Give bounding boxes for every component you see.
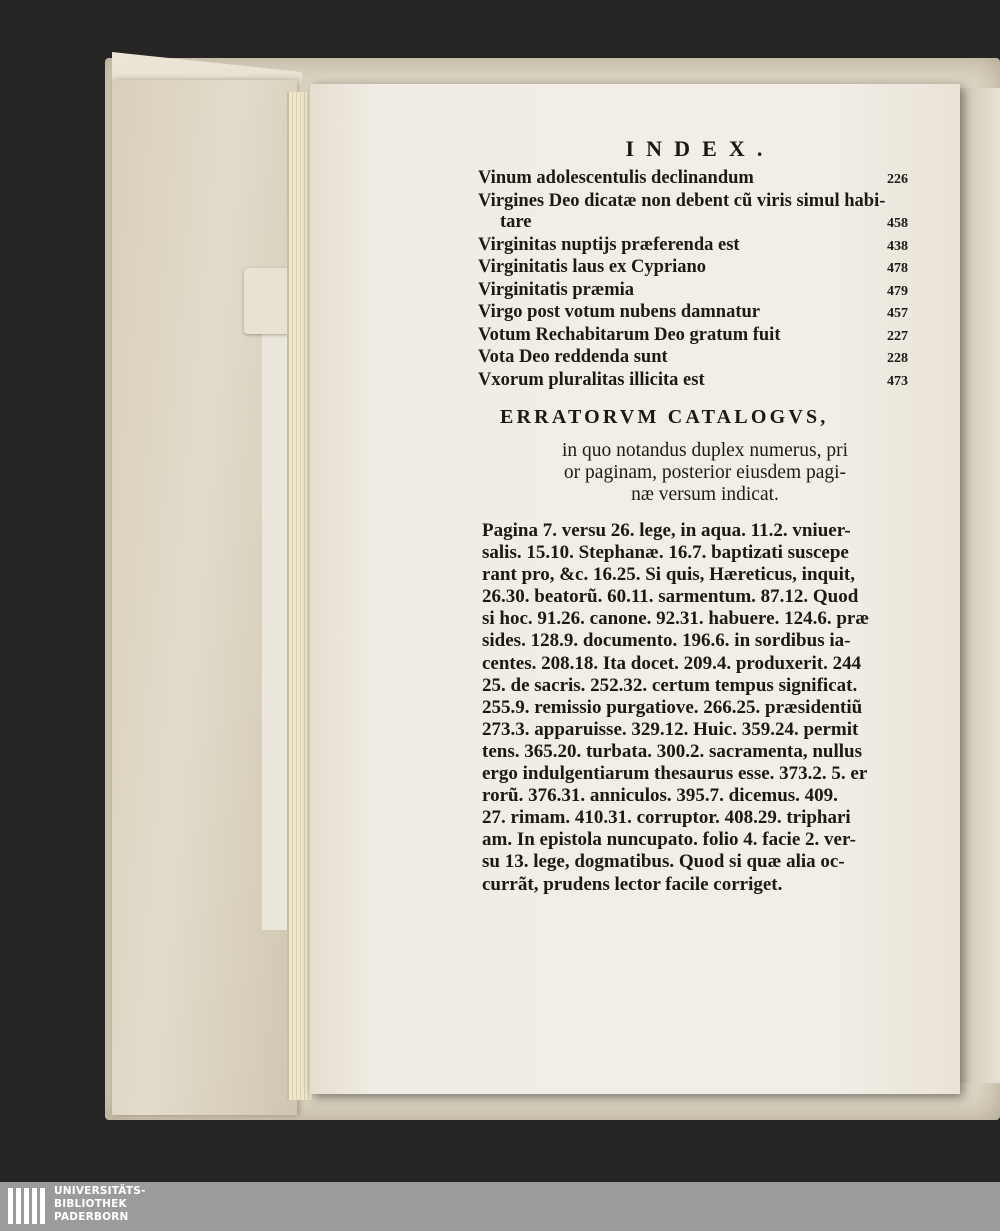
errata-line: centes. 208.18. Ita docet. 209.4. produxerit. 244 bbox=[482, 652, 862, 674]
library-name bbox=[54, 1185, 146, 1224]
guard-strip bbox=[262, 330, 288, 930]
index-list bbox=[478, 168, 908, 392]
subtitle-line: in quo notandus duplex numerus, pri bbox=[562, 440, 848, 461]
index-entry: Vinum adolescentulis declinandum 226 bbox=[478, 168, 908, 188]
errata-line: am. In epistola nuncupato. folio 4. facie 2. ver- bbox=[482, 829, 857, 851]
index-entry: Virgines Deo dicatæ non debent cũ viris simul habi- bbox=[478, 190, 886, 211]
errata-line: rorũ. 376.31. anniculos. 395.7. dicemus. 409. bbox=[482, 785, 838, 807]
subtitle-line: or paginam, posterior eiusdem pagi- bbox=[563, 462, 847, 483]
errata-subtitle bbox=[520, 440, 890, 506]
index-entry: tare 458 bbox=[500, 212, 908, 232]
errata-line: Pagina 7. versu 26. lege, in aqua. 11.2. vniuer- bbox=[482, 520, 851, 541]
errata-line: salis. 15.10. Stephanæ. 16.7. baptizati suscepe bbox=[482, 542, 849, 564]
errata-line: 27. rimam. 410.31. corruptor. 408.29. triphari bbox=[482, 807, 851, 829]
errata-line: 273.3. apparuisse. 329.12. Huic. 359.24. permit bbox=[482, 718, 859, 740]
errata-line: 255.9. remissio purgatiove. 266.25. præsidentiũ bbox=[482, 696, 863, 718]
errata-body bbox=[482, 520, 916, 896]
next-page-edge bbox=[960, 88, 1000, 1083]
index-entry: Vota Deo reddenda sunt 228 bbox=[478, 347, 908, 367]
errata-line: sides. 128.9. documento. 196.6. in sordibus ia- bbox=[482, 630, 851, 652]
errata-line: rant pro, &c. 16.25. Si quis, Hæreticus, inquit, bbox=[482, 564, 856, 586]
index-entry: Virginitas nuptijs præferenda est 438 bbox=[478, 234, 908, 255]
library-name-line: UNIVERSITÄTS- bbox=[54, 1185, 146, 1197]
library-name-line: BIBLIOTHEK bbox=[54, 1198, 127, 1210]
index-entry: Virgo post votum nubens damnatur 457 bbox=[478, 302, 908, 322]
index-entry: Virginitatis præmia 479 bbox=[478, 279, 908, 300]
index-entry: Vxorum pluralitas illicita est 473 bbox=[478, 369, 908, 390]
index-entry: Votum Rechabitarum Deo gratum fuit 227 bbox=[478, 324, 908, 345]
errata-line: currãt, prudens lector facile corriget. bbox=[482, 873, 783, 895]
university-library-logo-icon bbox=[8, 1188, 48, 1224]
errata-line: su 13. lege, dogmatibus. Quod si quæ alia oc- bbox=[482, 851, 845, 873]
errata-line: 25. de sacris. 252.32. certum tempus significat. bbox=[482, 674, 858, 696]
errata-line: si hoc. 91.26. canone. 92.31. habuere. 124.6. præ bbox=[482, 608, 870, 630]
library-footer bbox=[0, 1182, 1000, 1231]
errata-line: tens. 365.20. turbata. 300.2. sacramenta, nullus bbox=[482, 740, 863, 762]
errata-title: ERRATORVM CATALOGVS, bbox=[500, 406, 829, 428]
subtitle-line: næ versum indicat. bbox=[631, 484, 779, 505]
library-name-line: PADERBORN bbox=[54, 1211, 129, 1223]
index-entry: Virginitatis laus ex Cypriano 478 bbox=[478, 257, 908, 277]
binding-tab bbox=[244, 268, 292, 334]
errata-line: ergo indulgentiarum thesaurus esse. 373.2. 5. er bbox=[482, 763, 868, 785]
errata-line: 26.30. beatorũ. 60.11. sarmentum. 87.12. Quod bbox=[482, 586, 859, 608]
book-page bbox=[310, 84, 960, 1094]
page-header: INDEX. bbox=[625, 136, 775, 161]
